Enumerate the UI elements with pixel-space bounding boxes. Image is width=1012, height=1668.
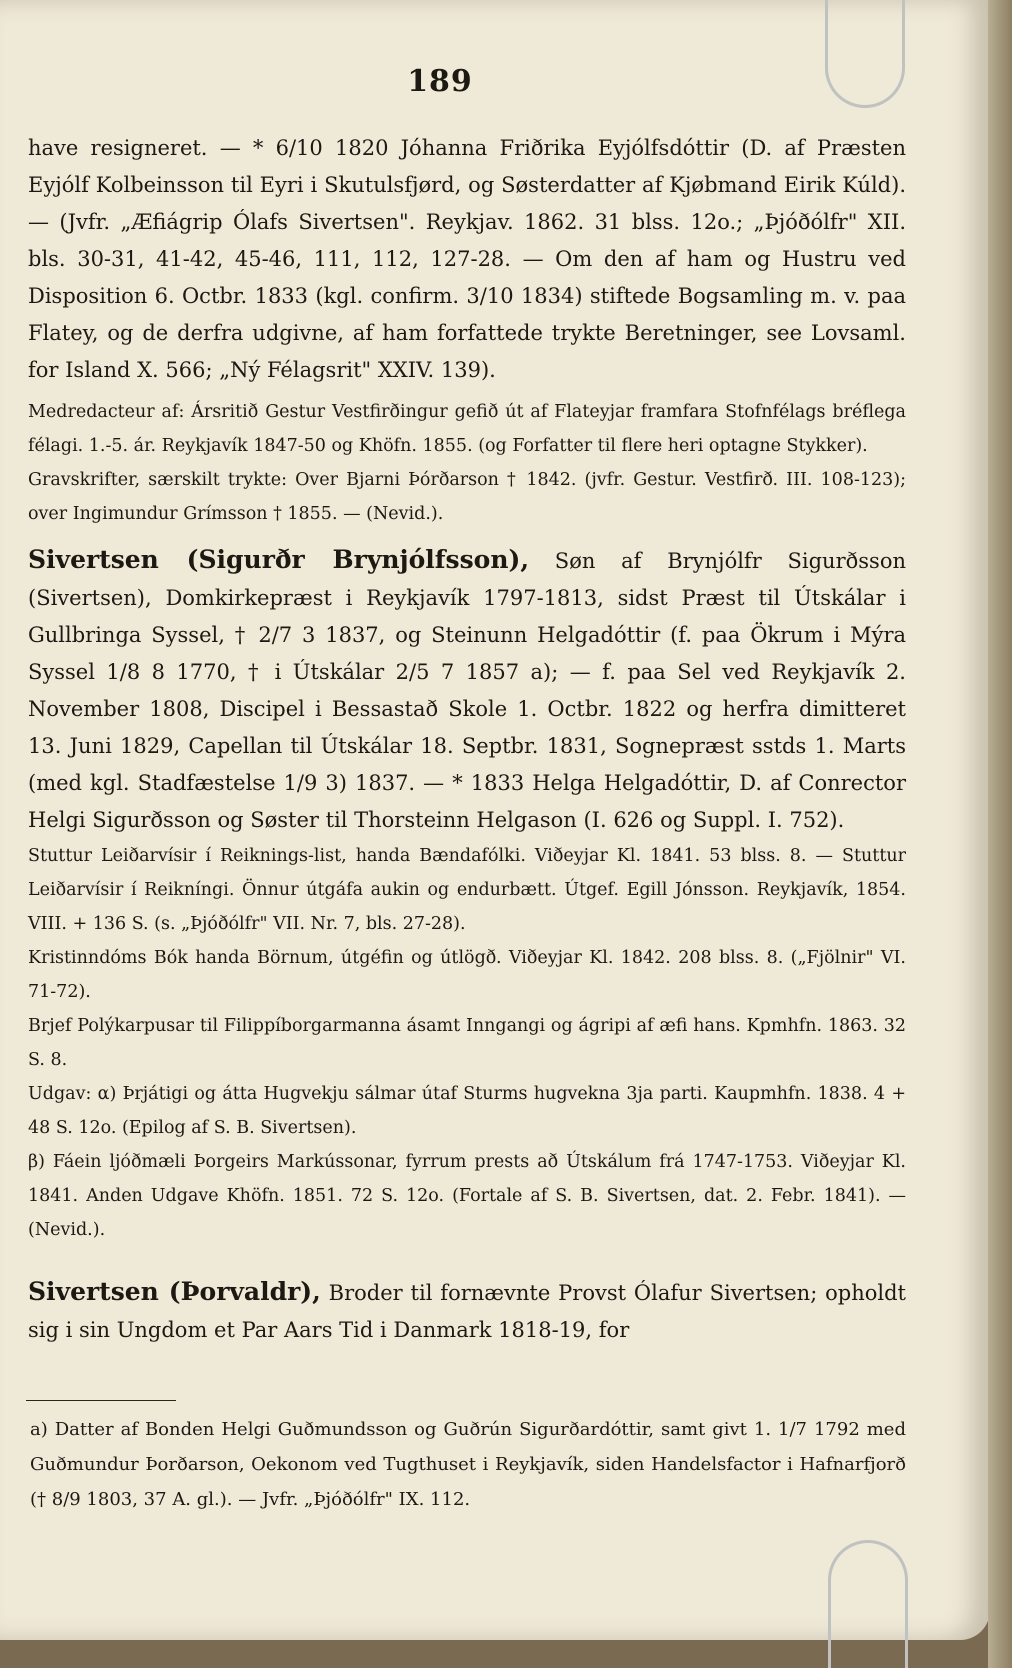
entry-body: Broder til fornævnte Provst Ólafur Sivertsen; opholdt sig i sin Ungdom et Par Aars Tid i Danmark 1818-19, for [28,1281,906,1342]
clip-bottom [828,1540,908,1668]
footnote-text: a) Datter af Bonden Helgi Guðmundsson og Guðrún Sigurðardóttir, samt givt 1. 1/7 1792 med Guðmundur Þorðarson, Oekonom ved Tugthuset i Reykjavík, siden Handelsfactor i Hafnarfjorð († 8/9 1803, 37 A. gl.). — Jvfr. „Þjóðólfr" IX. 112. [30,1419,906,1510]
main-text [28,130,906,1349]
work-stuttur: Stuttur Leiðarvísir í Reiknings-list, handa Bændafólki. Viðeyjar Kl. 1841. 53 blss. 8. — Stuttur Leiðarvísir í Reikníngi. Önnur útgáfa aukin og endurbætt. Útgef. Egill Jónsson. Reykjavík, 1854. VIII. + 136 S. (s. „Þjóðólfr" VII. Nr. 7, bls. 27-28). [28,846,906,934]
entry-sigurdr [28,541,906,839]
medredacteur-note: Medredacteur af: Ársritið Gestur Vestfirðingur gefið út af Flateyjar framfara Stofnfélags bréflega félagi. 1.-5. ár. Reykjavík 1847-50 og Khöfn. 1855. (og Forfatter til flere heri optagne Stykker). [28,402,906,456]
page-number: 189 [407,64,473,99]
gravskrifter-note: Gravskrifter, særskilt trykte: Over Bjarni Þórðarson † 1842. (jvfr. Gestur. Vestfirð. III. 108-123); over Ingimundur Grímsson † 1855. — (Nevid.). [28,470,906,524]
entry-body: Søn af Brynjólfr Sigurðsson (Sivertsen), Domkirkepræst i Reykjavík 1797-1813, sidst Præst til Útskálar i Gullbringa Syssel, † 2/7 3 1837, og Steinunn Helgadóttir (f. paa Ökrum i Mýra Syssel 1/8 8 1770, † i Útskálar 2/5 7 1857 a); — f. paa Sel ved Reykjavík 2. November 1808, Discipel i Bessastað Skole 1. Octbr. 1822 og herfra dimitteret 13. Juni 1829, Capellan til Útskálar 18. Septbr. 1831, Sognepræst sstds 1. Marts (med kgl. Stadfæstelse 1/9 3) 1837. — * 1833 Helga Helgadóttir, D. af Conrector Helgi Sigurðsson og Søster til Thorsteinn Helgason (I. 626 og Suppl. I. 752). [28,549,906,832]
work-udgav-a: Udgav: α) Þrjátigi og átta Hugvekju sálmar útaf Sturms hugvekna 3ja parti. Kaupmhfn. 1838. 4 + 48 S. 12o. (Epilog af S. B. Sivertsen). [28,1084,906,1138]
footnote-divider [26,1400,176,1401]
work-kristinndoms: Kristinndóms Bók handa Börnum, útgéfin og útlögð. Viðeyjar Kl. 1842. 208 blss. 8. („Fjölnir" VI. 71-72). [28,948,906,1002]
footnote [30,1412,906,1517]
entry-continuation: have resigneret. — * 6/10 1820 Jóhanna Friðrika Eyjólfsdóttir (D. af Præsten Eyjólf Kolbeinsson til Eyri i Skutulsfjørd, og Søsterdatter af Kjøbmand Eirik Kúld). — (Jvfr. „Æfiágrip Ólafs Sivertsen". Reykjav. 1862. 31 blss. 12o.; „Þjóðólfr" XII. bls. 30-31, 41-42, 45-46, 111, 112, 127-28. — Om den af ham og Hustru ved Disposition 6. Octbr. 1833 (kgl. confirm. 3/10 1834) stiftede Bogsamling m. v. paa Flatey, og de derfra udgivne, af ham forfattede trykte Beretninger, see Lovsaml. for Island X. 566; „Ný Félagsrit" XXIV. 139). [28,136,906,382]
work-brjef: Brjef Polýkarpusar til Filippíborgarmanna ásamt Inngangi og ágripi af æfi hans. Kpmhfn. 1863. 32 S. 8. [28,1016,906,1070]
entry-heading: Sivertsen (Sigurðr Brynjólfsson), [28,545,530,574]
page-edge [988,0,1012,1668]
clip-top [825,0,905,108]
work-udgav-b: β) Fáein ljóðmæli Þorgeirs Markússonar, fyrrum prests að Útskálum frá 1747-1753. Viðeyjar Kl. 1841. Anden Udgave Khöfn. 1851. 72 S. 12o. (Fortale af S. B. Sivertsen, dat. 2. Febr. 1841). — (Nevid.). [28,1152,906,1240]
entry-thorvaldr [28,1273,906,1349]
entry-heading: Sivertsen (Þorvaldr), [28,1277,321,1306]
